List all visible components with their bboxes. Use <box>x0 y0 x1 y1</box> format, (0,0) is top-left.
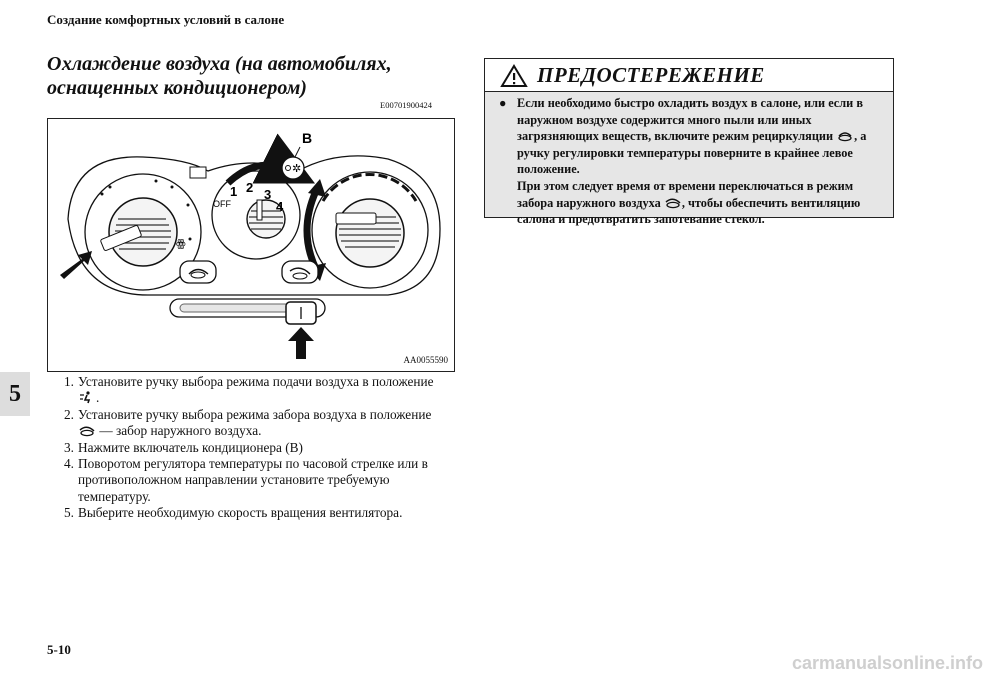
step-number: 4. <box>64 456 74 472</box>
step-text: Нажмите включатель кондиционера (B) <box>78 439 303 455</box>
recirc-button <box>180 261 216 283</box>
section-title: Охлаждение воздуха (на автомобилях, оснащенных кондиционером) <box>47 53 392 99</box>
warning-part-3: При этом следует время от времени переключаться в режим забора наружного воздуха <box>517 178 854 210</box>
step-number: 1. <box>64 374 74 389</box>
face-foot-icon <box>78 391 96 404</box>
chapter-tab: 5 <box>0 372 30 416</box>
step-item <box>64 505 454 521</box>
step-item <box>64 456 454 505</box>
svg-text:✲: ✲ <box>292 162 302 175</box>
warning-box <box>484 58 894 227</box>
warning-header <box>485 59 893 92</box>
fresh-air-icon <box>78 424 96 437</box>
running-header: Создание комфортных условий в салоне <box>47 12 285 27</box>
step-item <box>64 440 454 456</box>
section-code: E00701900424 <box>380 100 432 110</box>
step-number: 2. <box>64 406 74 422</box>
fan-label-2: 2 <box>246 180 254 195</box>
step-text-after: — забор наружного воздуха. <box>96 423 262 439</box>
watermark: carmanualsonline.info <box>792 653 983 673</box>
fan-label-4: 4 <box>276 199 284 214</box>
warning-text <box>499 95 889 228</box>
warning-part-2: , а ручку регулировки температуры поверните в крайнее левое положение. <box>517 129 867 177</box>
page-number: 5-10 <box>47 642 71 657</box>
pointer-arrow-slider <box>288 327 314 359</box>
step-text: Поворотом регулятора температуры по часовой стрелке или в противоположном направлении установите требуемую температуру. <box>78 456 428 504</box>
step-number: 3. <box>64 439 74 455</box>
ac-button <box>282 157 304 179</box>
recirc-icon <box>836 129 854 142</box>
instruction-steps <box>64 374 454 522</box>
step-text-after: . <box>96 390 100 406</box>
defrost-icon: ꙮ <box>176 237 186 250</box>
label-b: B <box>302 130 313 146</box>
step-text: Установите ручку выбора режима подачи воздуха в положение <box>78 374 434 389</box>
rear-defrost-icon <box>190 167 206 178</box>
warning-part-1: Если необходимо быстро охладить воздух в салоне, или если в наружном воздухе содержится много пыли или иных загрязняющих веществ, включите режим рециркуляции <box>517 96 863 144</box>
step-number: 5. <box>64 505 74 521</box>
warning-part-4: , чтобы обеспечить вентиляцию салона и предотвратить запотевание стекол. <box>517 195 861 227</box>
step-text: Установите ручку выбора режима забора воздуха в положение <box>78 406 432 422</box>
fresh-air-icon <box>664 196 682 209</box>
climate-panel-figure <box>47 118 455 372</box>
fan-label-off: OFF <box>213 199 231 209</box>
step-item <box>64 374 454 407</box>
fan-label-1: 1 <box>230 184 238 199</box>
fan-knob <box>212 171 300 259</box>
temperature-knob <box>312 172 428 288</box>
warning-title: ПРЕДОСТЕРЕЖЕНИЕ <box>537 63 765 87</box>
fresh-air-button <box>282 261 318 283</box>
step-text: Выберите необходимую скорость вращения вентилятора. <box>78 505 403 521</box>
step-item <box>64 407 454 440</box>
climate-panel-illustration <box>48 119 454 371</box>
fan-label-3: 3 <box>264 187 272 202</box>
bullet-icon: ● <box>499 96 507 110</box>
warning-triangle-icon <box>500 64 528 88</box>
air-intake-slider <box>170 299 325 324</box>
figure-id: AA0055590 <box>403 355 448 365</box>
